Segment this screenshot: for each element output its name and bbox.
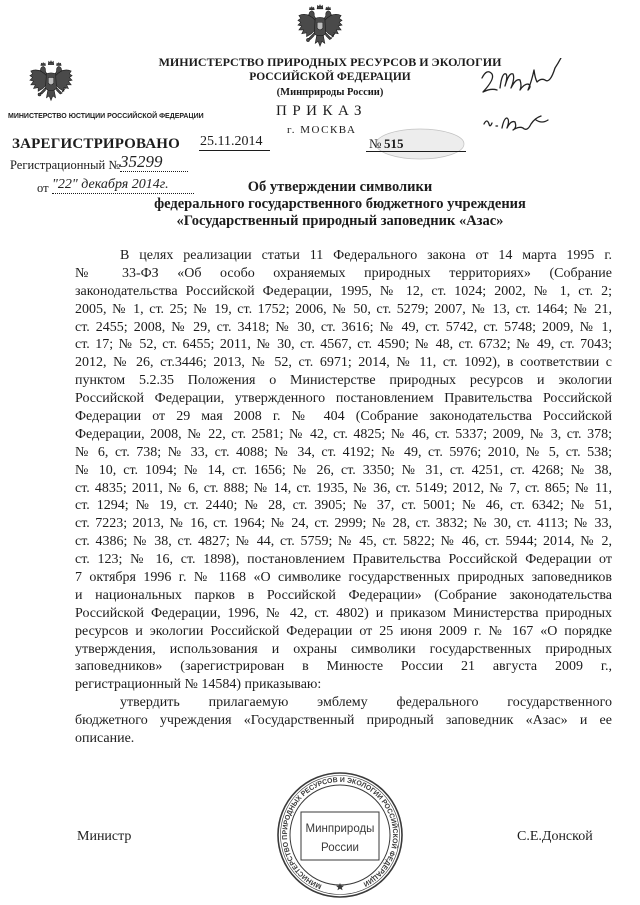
- registration-org: МИНИСТЕРСТВО ЮСТИЦИИ РОССИЙСКОЙ ФЕДЕРАЦИИ: [8, 113, 204, 120]
- body-line: 2012, № 26, ст.3446; 2013, № 52, ст. 6971; 2014, № 11, ст. 1092), в соответствии с: [75, 355, 612, 371]
- registration-date-prefix: от: [37, 181, 49, 195]
- body-line: ст. 17; № 52, ст. 6455; 2011, № 30, ст. 4567, ст. 4590; № 48, ст. 6732; № 49, ст. 7043;: [75, 337, 612, 353]
- ministry-short-name: (Минприроды России): [276, 87, 384, 98]
- registration-date: "22" декабря 2014г.: [52, 176, 194, 194]
- document-city: г. МОСКВА: [287, 124, 357, 136]
- body-line: бюджетного учреждения «Государственный природный заповедник «Азас» и ее: [75, 713, 612, 729]
- body-line: В целях реализации статьи 11 Федерального закона от 14 марта 1995 г.: [120, 248, 612, 263]
- document-number-label: №: [369, 136, 382, 151]
- body-line: 2005, № 1, ст. 25; № 19, ст. 1752; 2006, № 50, ст. 5279; 2007, № 13, ст. 1464; № 21,: [75, 301, 612, 317]
- registration-number: 35299: [120, 152, 188, 172]
- title-line: федерального государственного бюджетного учреждения: [154, 196, 526, 212]
- ministry-name-line1: МИНИСТЕРСТВО ПРИРОДНЫХ РЕСУРСОВ И ЭКОЛОГИИ: [158, 55, 502, 69]
- body-line: 7 октября 1996 г. № 1168 «О символике государственных природных заповедников: [75, 570, 612, 586]
- seal-center-line2: России: [321, 842, 359, 854]
- body-line: утверждения, использования и охраны символики государственных природных: [75, 641, 612, 657]
- signatory-position: Министр: [77, 829, 132, 844]
- body-line: ст. 123; № 16, ст. 1898), постановлением Правительства Российской Федерации от: [75, 552, 612, 568]
- seal-ring-text: МИНИСТЕРСТВО ПРИРОДНЫХ РЕСУРСОВ И ЭКОЛОГИИ РОССИЙСКОЙ ФЕДЕРАЦИИ: [281, 776, 399, 890]
- document-title: [100, 179, 580, 230]
- signatory-name: С.Е.Донской: [517, 829, 593, 844]
- handwritten-note: [470, 58, 610, 138]
- document-number: 515: [384, 136, 404, 151]
- body-line: пунктом 5.2.35 Положения о Министерстве природных ресурсов и экологии: [75, 373, 612, 389]
- body-line: Российской Федерации, утвержденного постановлением Правительства Российской: [75, 391, 612, 407]
- body-line: № 10, ст. 1094; № 14, ст. 1656; № 26, ст. 3350; № 31, ст. 4251, ст. 4268; № 38,: [75, 462, 612, 478]
- seal-center-line1: Минприроды: [305, 823, 375, 835]
- registration-number-label: Регистрационный №: [10, 158, 121, 172]
- body-line: ст. 4386; № 38, ст. 4827; № 44, ст. 5759; № 45, ст. 5822; № 46, ст. 5944; 2014, № 2,: [75, 534, 612, 550]
- body-line: ст. 2455; 2008, № 29, ст. 3418; № 30, ст. 3616; № 49, ст. 5742, ст. 5748; 2009, № 1,: [75, 319, 612, 335]
- body-line: Федерации, 2008, № 22, ст. 2581; № 42, ст. 4825; № 46, ст. 5337; 2009, № 3, ст. 378;: [75, 426, 612, 442]
- document-type: ПРИКАЗ: [276, 103, 367, 119]
- registration-status: ЗАРЕГИСТРИРОВАНО: [12, 136, 180, 152]
- document-date: 25.11.2014: [199, 134, 270, 151]
- body-line: Федерации от 29 мая 2008 г. № 404 (Собрание законодательства Российской: [75, 409, 612, 425]
- document-body: [75, 247, 612, 748]
- seal-star-icon: [336, 883, 344, 890]
- title-line: «Государственный природный заповедник «Азас»: [176, 213, 504, 229]
- body-line: ст. 4835; 2011, № 6, ст. 888; № 14, ст. 1935, № 36, ст. 5149; 2012, № 7, ст. 865; № 11,: [75, 480, 612, 496]
- body-line: № 6, ст. 738; № 33, ст. 4088; № 34, ст. 4192; № 49, ст. 5976; 2010, № 5, ст. 538;: [75, 444, 612, 460]
- title-line: Об утверждении символики: [247, 179, 433, 195]
- double-headed-eagle-icon: [28, 58, 74, 108]
- body-line: Российской Федерации, 1996, № 42, ст. 4802) и приказом Министерства природных: [75, 605, 612, 621]
- double-headed-eagle-icon: [295, 4, 345, 52]
- body-line: и национальных парков в Российской Федерации» (Собрание законодательства: [75, 587, 612, 603]
- body-line: № 33-ФЗ «Об особо охраняемых природных территориях» (Собрание: [75, 265, 612, 281]
- body-line: описание.: [75, 731, 135, 747]
- body-line: ст. 7223; 2013, № 16, ст. 1964; № 24, ст. 2999; № 28, ст. 3832; № 30, ст. 4113; № 33,: [75, 516, 612, 532]
- body-line: заповедников» (зарегистрирован в Минюсте России 21 августа 2009 г.,: [75, 659, 612, 675]
- body-line: регистрационный № 14584) приказываю:: [75, 677, 322, 693]
- body-line: законодательства Российской Федерации, 1995, № 12, ст. 1024; 2002, № 1, ст. 2;: [75, 283, 612, 299]
- body-line: ресурсов и экологии Российской Федерации от 25 июня 2009 г. № 167 «О порядке: [75, 623, 612, 639]
- ministry-name-line2: РОССИЙСКОЙ ФЕДЕРАЦИИ: [249, 71, 411, 83]
- body-line: утвердить прилагаемую эмблему федерального государственного: [120, 695, 612, 711]
- body-line: ст. 1294; № 19, ст. 2440; № 28, ст. 3905; № 37, ст. 5001; № 46, ст. 6342; № 51,: [75, 498, 612, 514]
- ministry-seal: [276, 770, 404, 900]
